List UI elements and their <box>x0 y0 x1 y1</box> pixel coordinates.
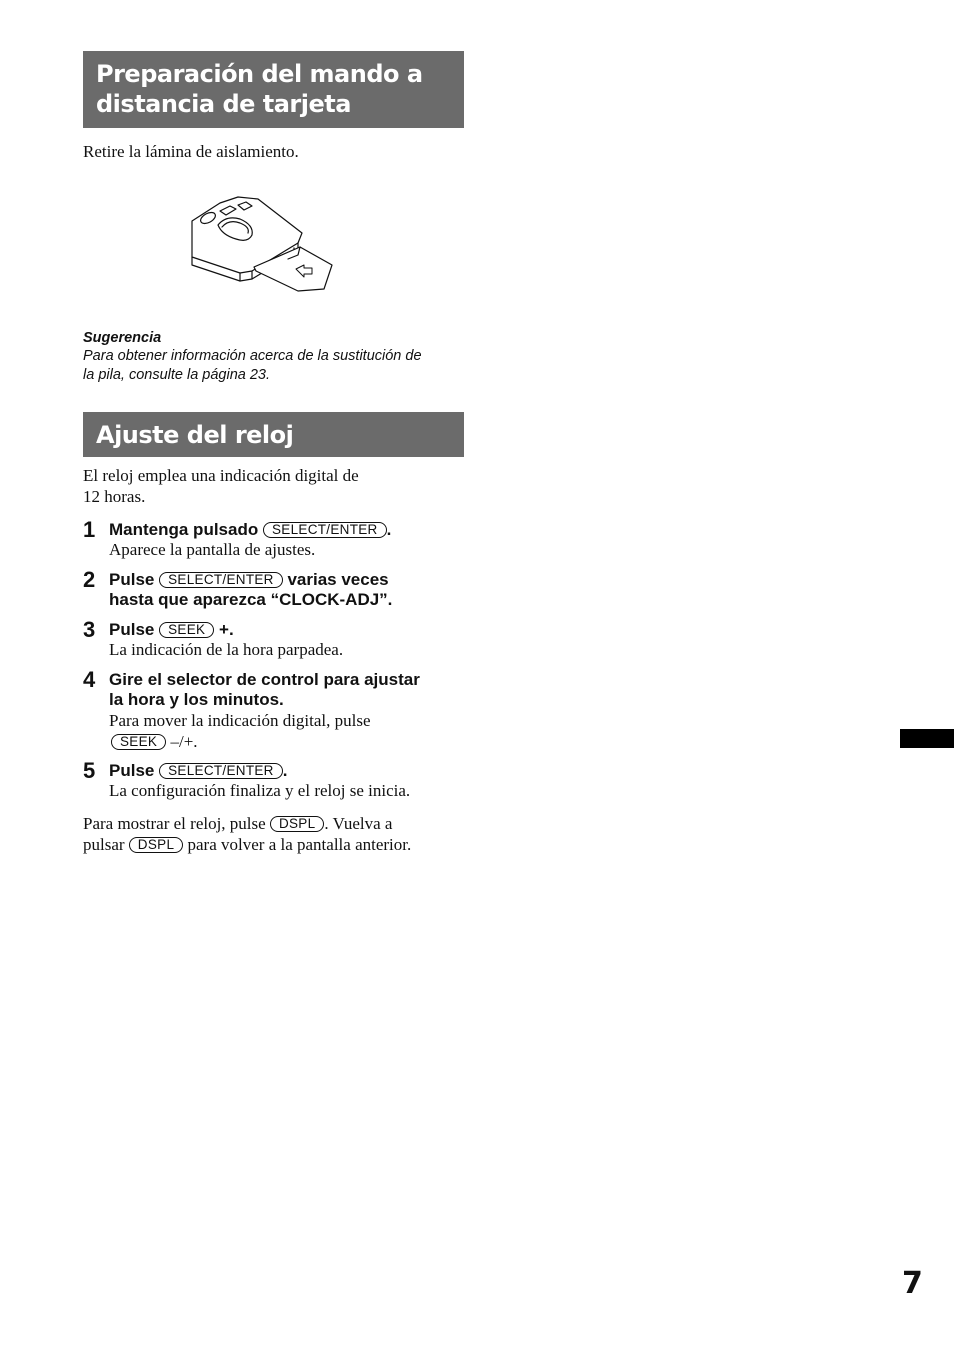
clock-intro <box>83 466 464 507</box>
instruction-suffix: . <box>386 520 392 539</box>
instruction-text: Pulse <box>109 761 155 780</box>
clock-intro-line-1: El reloj emplea una indicación digital de <box>83 466 359 485</box>
step-description-line-2 <box>109 732 464 753</box>
note-text: Para mostrar el reloj, pulse <box>83 814 266 833</box>
note-text: . Vuelva a <box>324 814 393 833</box>
heading-line-1: Preparación del mando a <box>96 60 423 88</box>
step-number: 4 <box>83 667 96 692</box>
note-text: para volver a la pantalla anterior. <box>187 834 412 854</box>
section-heading-remote-preparation <box>83 51 464 128</box>
step-instruction: Gire el selector de control para ajustar <box>109 670 420 689</box>
tip-title: Sugerencia <box>83 330 162 346</box>
section-heading-clock <box>83 412 464 457</box>
step-number: 2 <box>83 567 96 592</box>
note-line-1 <box>83 814 464 835</box>
step-number: 1 <box>83 517 96 542</box>
seek-button-label: SEEK <box>111 734 166 750</box>
heading-clock-title: Ajuste del reloj <box>96 421 294 449</box>
step-2 <box>83 567 464 610</box>
note-line-2 <box>83 835 464 856</box>
step-instruction <box>109 761 464 781</box>
dspl-button-label: DSPL <box>270 816 324 832</box>
instruction-text: Mantenga pulsado <box>109 520 259 539</box>
step-1 <box>83 517 464 561</box>
insulation-instruction: Retire la lámina de aislamiento. <box>83 142 299 161</box>
heading-line-2: distancia de tarjeta <box>96 90 351 118</box>
tip-line-2: la pila, consulte la página 23. <box>83 366 271 383</box>
dspl-button-label: DSPL <box>129 837 183 853</box>
step-3 <box>83 617 464 661</box>
remote-insulation-illustration <box>180 185 345 300</box>
step-description: La indicación de la hora parpadea. <box>109 640 344 659</box>
instruction-text: Pulse <box>109 570 155 589</box>
note-text: pulsar <box>83 834 125 854</box>
step-description: Aparece la pantalla de ajustes. <box>109 540 316 559</box>
instruction-text: Pulse <box>109 620 155 639</box>
page-number: 7 <box>902 1266 923 1301</box>
instruction-suffix: varias veces <box>287 570 389 589</box>
tip-block <box>83 329 464 384</box>
step-instruction <box>109 570 464 590</box>
clock-display-note <box>83 814 464 855</box>
step-instruction-line-2: hasta que aparezca “CLOCK-ADJ”. <box>109 590 393 609</box>
step-number: 5 <box>83 758 96 783</box>
step-instruction <box>109 620 464 640</box>
select-enter-button-label: SELECT/ENTER <box>263 522 387 538</box>
description-suffix: –/+. <box>170 731 198 751</box>
step-number: 3 <box>83 617 96 642</box>
step-description: Para mover la indicación digital, pulse <box>109 711 371 730</box>
instruction-suffix: +. <box>219 620 234 639</box>
select-enter-button-label: SELECT/ENTER <box>159 572 283 588</box>
step-description: La configuración finaliza y el reloj se inicia. <box>109 781 411 800</box>
step-5 <box>83 758 464 802</box>
edge-tab-marker <box>900 729 954 748</box>
select-enter-button-label: SELECT/ENTER <box>159 763 283 779</box>
step-instruction <box>109 520 464 540</box>
clock-intro-line-2: 12 horas. <box>83 486 146 506</box>
instruction-suffix: . <box>282 761 288 780</box>
step-instruction-line-2: la hora y los minutos. <box>109 690 284 709</box>
step-4 <box>83 667 464 752</box>
tip-line-1: Para obtener información acerca de la sustitución de <box>83 348 422 364</box>
seek-button-label: SEEK <box>159 622 214 638</box>
